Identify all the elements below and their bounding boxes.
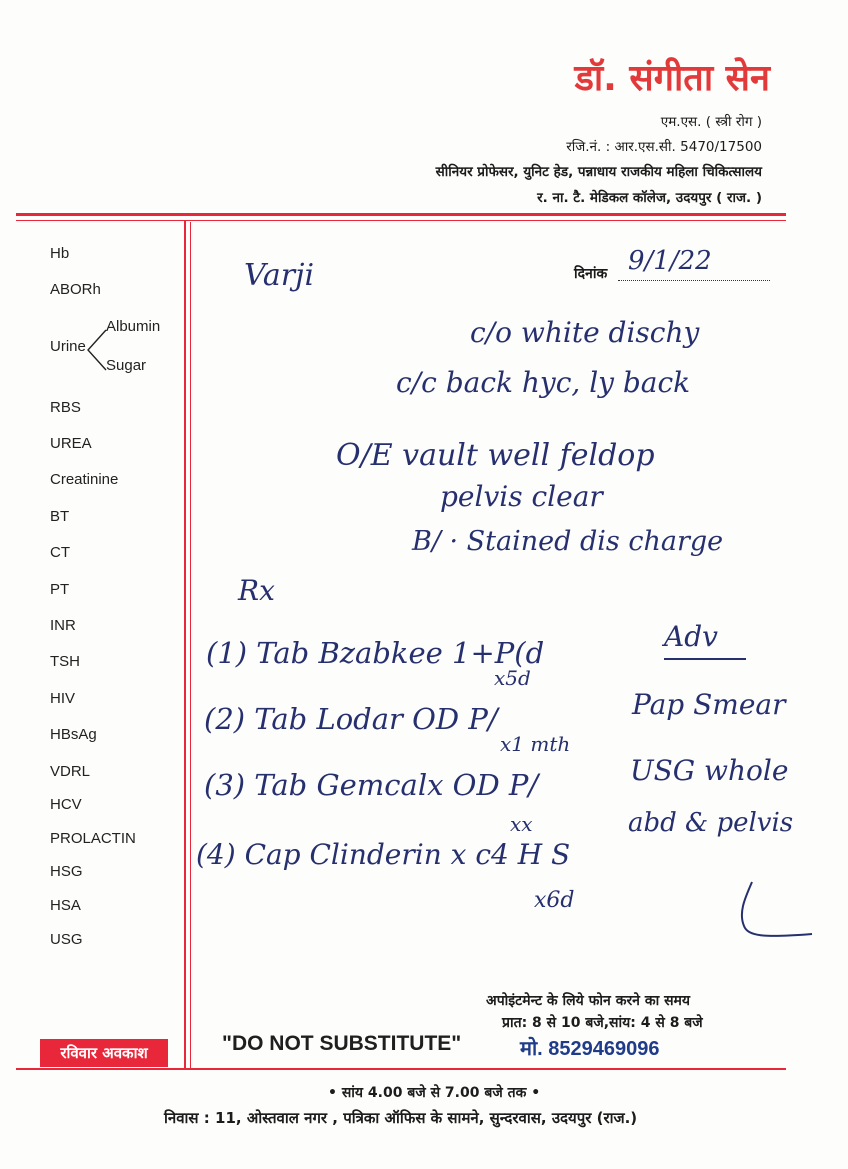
- medicine-3-duration: xx: [510, 812, 533, 836]
- advice-line-1: Pap Smear: [632, 688, 786, 721]
- lab-test-item: INR: [50, 617, 76, 634]
- urine-branch-icon: [86, 326, 108, 374]
- medicine-1-duration: x5d: [494, 666, 531, 690]
- advice-line-2: USG whole: [630, 754, 789, 787]
- patient-name: Varji: [244, 258, 315, 293]
- sunday-holiday-badge: रविवार अवकाश: [40, 1039, 168, 1067]
- advice-line-3: abd & pelvis: [628, 808, 794, 838]
- appointment-timing: प्रात: 8 से 10 बजे,सांय: 4 से 8 बजे: [502, 1015, 703, 1031]
- lab-test-item: TSH: [50, 653, 80, 670]
- designation: सीनियर प्रोफेसर, युनिट हेड, पन्नाधाय राजकीय महिला चिकित्सालय: [435, 164, 762, 180]
- medicine-2: (2) Tab Lodar OD P/: [204, 702, 498, 736]
- sidebar-divider: [184, 220, 186, 1068]
- lab-test-item: VDRL: [50, 763, 91, 780]
- urine-albumin: Albumin: [106, 318, 161, 335]
- date-line: [618, 280, 770, 281]
- lab-test-item: Creatinine: [50, 471, 119, 488]
- lab-test-item: BT: [50, 508, 70, 525]
- medicine-4-duration: x6d: [534, 888, 575, 913]
- header-divider: [16, 213, 786, 216]
- sidebar-divider-inner: [190, 222, 191, 1068]
- exam-line-1: O/E vault well feldop: [336, 438, 655, 473]
- footer-divider: [16, 1068, 786, 1070]
- advice-underline: [664, 658, 746, 660]
- lab-test-item: HBsAg: [50, 726, 97, 743]
- mobile-number: मो. 8529469096: [520, 1038, 660, 1060]
- lab-test-item: CT: [50, 544, 70, 561]
- evening-hours: • सांय 4.00 बजे से 7.00 बजे तक •: [328, 1085, 541, 1101]
- lab-test-item: ABORh: [50, 281, 101, 298]
- appointment-title: अपोइंटमेन्ट के लिये फोन करने का समय: [486, 993, 691, 1009]
- urine-group: [50, 318, 180, 380]
- medicine-4: (4) Cap Clinderin x c4 H S: [196, 838, 571, 871]
- exam-line-2: pelvis clear: [440, 480, 603, 513]
- medicine-3: (3) Tab Gemcalx OD P/: [204, 768, 539, 802]
- complaint-line-1: c/o white dischy: [470, 316, 700, 349]
- lab-test-item: PROLACTIN: [50, 830, 136, 847]
- advice-title: Adv: [664, 620, 718, 653]
- registration-number: रजि.नं. : आर.एस.सी. 5470/17500: [566, 139, 762, 155]
- date-label: दिनांक: [574, 266, 608, 282]
- lab-test-item: HSG: [50, 863, 83, 880]
- header-divider-thin: [16, 220, 786, 221]
- complaint-line-2: c/c back hyc, ly back: [396, 366, 691, 399]
- college: र. ना. टै. मेडिकल कॉलेज, उदयपुर ( राज. ): [537, 190, 762, 206]
- medicine-1: (1) Tab Bzabkee 1+P(d: [206, 636, 545, 670]
- date-value: 9/1/22: [628, 246, 712, 276]
- lab-test-item: HSA: [50, 897, 81, 914]
- lab-test-item: PT: [50, 581, 70, 598]
- lab-test-item: USG: [50, 931, 83, 948]
- exam-line-3: B/ · Stained dis charge: [412, 526, 724, 557]
- urine-label: Urine: [50, 338, 86, 355]
- lab-test-item: HCV: [50, 796, 82, 813]
- rx-symbol: Rx: [238, 574, 275, 607]
- lab-test-item: Hb: [50, 245, 70, 262]
- lab-test-item: RBS: [50, 399, 81, 416]
- residence-address: निवास : 11, ओस्तवाल नगर , पत्रिका ऑफिस के सामने, सुन्दरवास, उदयपुर (राज.): [164, 1109, 638, 1127]
- do-not-substitute: "DO NOT SUBSTITUTE": [222, 1032, 462, 1055]
- qualification: एम.एस. ( स्त्री रोग ): [660, 114, 762, 130]
- medicine-2-duration: x1 mth: [500, 732, 571, 756]
- lab-test-item: HIV: [50, 690, 76, 707]
- urine-sugar: Sugar: [106, 357, 147, 374]
- doctor-name: डॉ. संगीता सेन: [574, 58, 770, 99]
- signature-icon: [732, 876, 818, 956]
- lab-test-item: UREA: [50, 435, 92, 452]
